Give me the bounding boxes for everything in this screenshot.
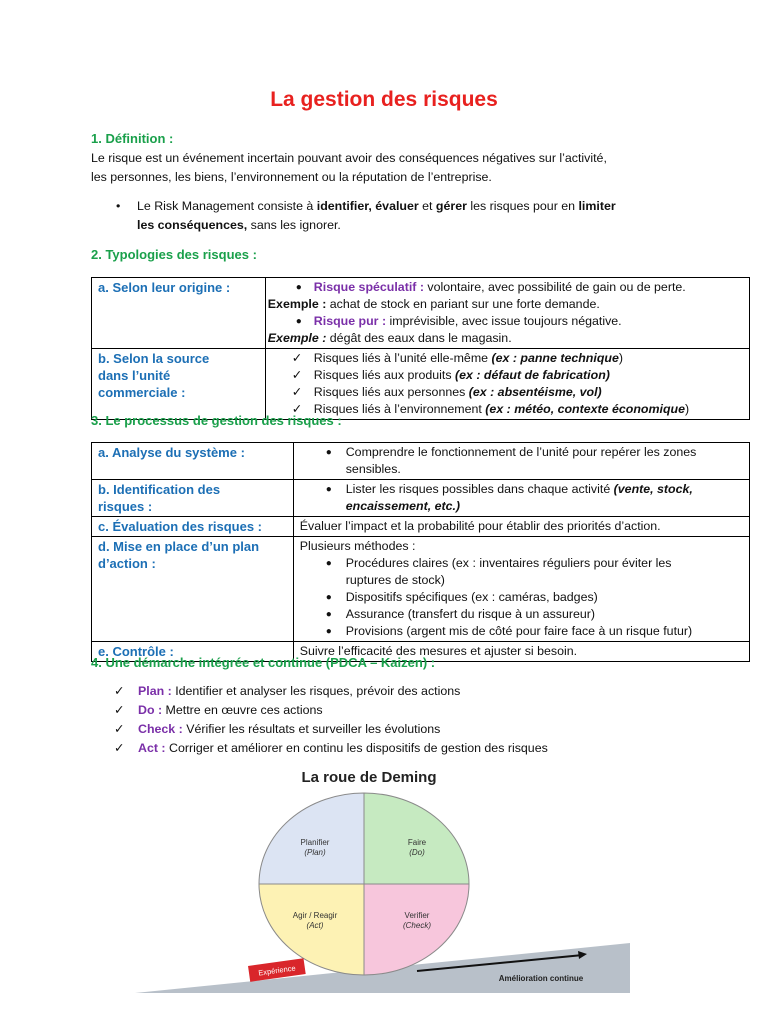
row-content-evaluation: Évaluer l’impact et la probabilité pour établir des priorités d’action. [293,517,749,537]
label-line: risques : [98,499,153,514]
section-heading-definition: 1. Définition : [91,131,174,146]
example-text: (vente, stock, [613,482,693,496]
quadrant-label: (Check) [402,921,432,930]
text: Risques liés à l’environnement [313,402,486,416]
example-line [268,296,743,313]
row-label-evaluation: c. Évaluation des risques : [92,517,294,537]
text: volontaire, avec possibilité de gain ou de perte. [423,280,686,294]
quadrant-label: (Plan) [304,848,326,857]
text: Plusieurs méthodes : [299,539,416,553]
text: dégât des eaux dans le magasin. [326,331,512,345]
quadrant-label: Agir / Reagir [292,911,338,920]
list-item: ● Assurance (transfert du risque à un assureur) [325,607,596,621]
check-icon: ✓ [291,351,303,365]
quadrant-label: (Do) [409,848,425,857]
quadrant-label: Faire [407,838,427,847]
risk-type-label: Risque pur : [313,314,387,328]
list-item [114,720,548,739]
page-title: La gestion des risques [270,88,498,111]
text: Procédures claires (ex : inventaires réguliers pour éviter les [345,556,672,570]
check-icon: ✓ [114,703,125,717]
text: Vérifier les résultats et surveiller les évolutions [182,722,441,736]
table-row [92,537,750,642]
label-line: dans l’unité [98,368,171,383]
text: Lister les risques possibles dans chaque activité [345,482,614,496]
definition-line-1: Le risque est un événement incertain pouvant avoir des conséquences négatives sur l’activité, [91,151,607,165]
pdca-label: Check : [138,722,183,736]
list-item: ● Lister les risques possibles dans chaque activité (vente, stock, [325,482,693,496]
text: Le Risk Management consiste à [137,199,317,213]
row-content-identification [293,480,749,517]
text: Risques liés aux personnes [313,385,469,399]
row-label-identification [92,480,294,517]
example-text: (ex : panne technique [491,351,619,365]
list-item [114,739,548,758]
text: Comprendre le fonctionnement de l’unité pour repérer les zones [345,445,697,459]
table-row [92,349,750,420]
text: Risques liés à l’unité elle-même [313,351,492,365]
text: imprévisible, avec issue toujours négative. [386,314,622,328]
bold-text: Exemple : [267,297,327,311]
table-row [92,278,750,349]
section-heading-typologies: 2. Typologies des risques : [91,247,257,262]
list-item [114,682,548,701]
definition-line-2: les personnes, les biens, l’environnement ou la réputation de l’entreprise. [91,170,492,184]
pdca-label: Plan : [138,684,172,698]
check-icon: ✓ [291,402,303,416]
bold-text: limiter [578,199,616,213]
row-content-origine [265,278,749,349]
label-line: d. Mise en place d’un plan [98,539,260,554]
typologies-table [91,277,750,420]
check-icon: ✓ [291,385,303,399]
quadrant-label: Planifier [300,838,330,847]
row-content-plan-action [293,537,749,642]
text: Corriger et améliorer en continu les dispositifs de gestion des risques [165,741,548,755]
quadrant-label: Verifier [404,911,430,920]
definition-paragraph [91,149,691,187]
list-item: ● Risque spéculatif : volontaire, avec possibilité de gain ou de perte. [295,280,686,294]
row-content-analyse [293,443,749,480]
pdca-label: Do : [138,703,163,717]
section-heading-processus: 3. Le processus de gestion des risques : [91,413,342,428]
table-row [92,480,750,517]
text: sensibles. [345,462,401,476]
check-icon: ✓ [114,741,125,755]
text: sans les ignorer. [247,218,341,232]
processus-table [91,442,750,662]
list-item: ● Risque pur : imprévisible, avec issue toujours négative. [295,314,622,328]
bold-text: les conséquences, [137,218,248,232]
text: et [418,199,436,213]
check-icon: ✓ [291,368,303,382]
label-line: d’action : [98,556,156,571]
bold-text: gérer [435,199,467,213]
row-label-analyse: a. Analyse du système : [92,443,294,480]
bullet-dot: • [116,199,121,213]
text: Assurance (transfert du risque à un assureur) [345,607,596,621]
risk-management-bullet [116,197,676,235]
row-label-source [92,349,266,420]
list-item [268,367,743,384]
list-item [114,701,548,720]
table-row [92,443,750,480]
section-heading-pdca: 4. Une démarche intégrée et continue (PDCA – Kaizen) : [91,655,436,670]
list-item: ● Procédures claires (ex : inventaires réguliers pour éviter les [325,556,672,570]
bold-italic-text: Exemple : [267,331,327,345]
row-content-controle: Suivre l’efficacité des mesures et ajuster si besoin. [293,642,749,662]
bold-text: identifier, évaluer [316,199,419,213]
check-icon: ✓ [114,722,125,736]
list-item: ● Comprendre le fonctionnement de l’unité pour repérer les zones [325,445,697,459]
text: Mettre en œuvre ces actions [162,703,323,717]
text: Dispositifs spécifiques (ex : caméras, badges) [345,590,598,604]
example-text: (ex : défaut de fabrication) [454,368,610,382]
text: Identifier et analyser les risques, prévoir des actions [171,684,461,698]
experience-label: Expérience [257,963,297,978]
list-item [268,384,743,401]
text: ruptures de stock) [345,573,445,587]
improvement-label: Amélioration continue [498,974,584,983]
row-label-plan-action [92,537,294,642]
row-label-origine: a. Selon leur origine : [92,278,266,349]
pdca-label: Act : [138,741,166,755]
pdca-list [114,682,548,758]
text: Provisions (argent mis de côté pour faire face à un risque futur) [345,624,693,638]
example-text: encaissement, etc.) [345,499,461,513]
example-text: (ex : météo, contexte économique [485,402,685,416]
row-content-source [265,349,749,420]
example-line [268,330,743,347]
risk-type-label: Risque spéculatif : [313,280,424,294]
label-line: commerciale : [98,385,186,400]
text: achat de stock en pariant sur une forte demande. [326,297,600,311]
table-row [92,517,750,537]
list-item [268,350,743,367]
text: Risques liés aux produits [313,368,455,382]
text: les risques pour en [466,199,579,213]
text: ) [618,351,623,365]
list-item: ● Dispositifs spécifiques (ex : caméras, badges) [325,590,598,604]
text: ) [684,402,690,416]
row-label-controle: e. Contrôle : [92,642,294,662]
figure-title: La roue de Deming [301,769,437,786]
list-item: ● Provisions (argent mis de côté pour faire face à un risque futur) [325,624,693,638]
check-icon: ✓ [114,684,125,698]
example-text: (ex : absentéisme, vol) [468,385,602,399]
quadrant-label: (Act) [306,921,324,930]
label-line: b. Identification des [98,482,221,497]
label-line: b. Selon la source [98,351,210,366]
deming-wheel-figure [135,765,635,995]
